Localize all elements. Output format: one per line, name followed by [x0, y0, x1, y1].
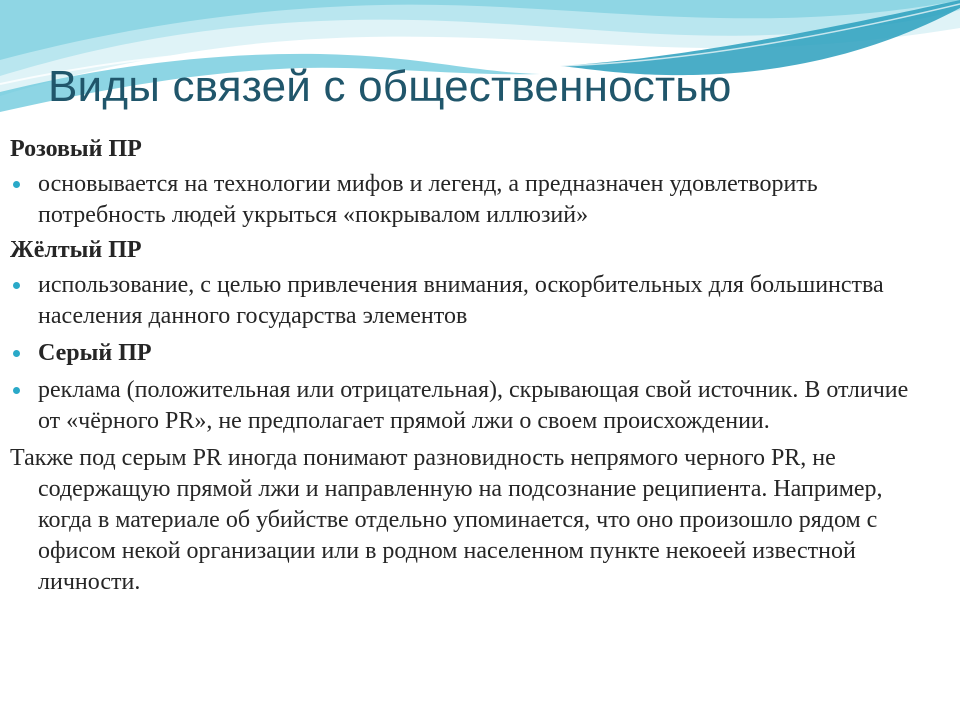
bullet-dot-icon	[13, 350, 20, 357]
section-heading-yellow-pr: Жёлтый ПР	[10, 237, 142, 263]
list-item	[10, 338, 930, 369]
bullet-text: основывается на технологии мифов и легенд, а предназначен удовлетворить потребность людей укрыться «покрывалом иллюзий»	[38, 171, 818, 228]
bullet-text: реклама (положительная или отрицательная), скрывающая свой источник. В отличие от «чёрного PR», не предполагает прямой лжи о своем происхождении.	[38, 377, 909, 434]
bullet-text: использование, с целью привлечения внимания, оскорбительных для большинства населения данного государства элементов	[38, 272, 884, 329]
section-heading-pink-pr: Розовый ПР	[10, 136, 142, 162]
page-title: Виды связей с общественностью	[48, 62, 732, 111]
list-item	[10, 169, 930, 231]
list-item	[10, 375, 930, 437]
slide-content	[10, 134, 930, 598]
closing-paragraph: Также под серым PR иногда понимают разновидность непрямого черного PR, не содержащую прямой лжи и направленную на подсознание реципиента. Например, когда в материале об убийстве отдельно упоминается, что оно произошло рядом с офисом некой организации или в родном населенном пункте некоеей известной личности.	[10, 445, 883, 595]
bullet-dot-icon	[13, 282, 20, 289]
list-item	[10, 270, 930, 332]
bullet-dot-icon	[13, 181, 20, 188]
section-heading-grey-pr: Серый ПР	[38, 340, 152, 366]
bullet-dot-icon	[13, 387, 20, 394]
